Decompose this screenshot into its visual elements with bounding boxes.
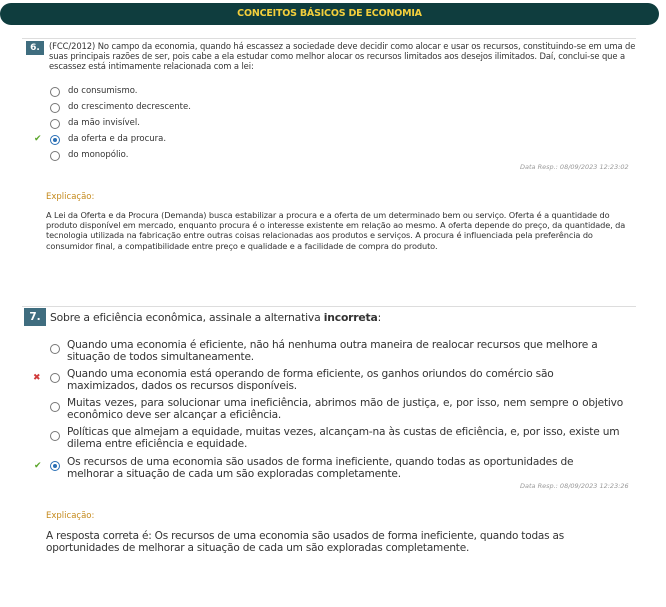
check-icon: ✔ bbox=[34, 461, 42, 471]
question-7-option-1[interactable] bbox=[50, 339, 623, 363]
radio-button[interactable] bbox=[50, 373, 60, 383]
radio-button[interactable] bbox=[50, 344, 60, 354]
radio-button[interactable] bbox=[50, 431, 60, 441]
question-6-option-4[interactable] bbox=[50, 134, 166, 145]
question-6-divider bbox=[22, 38, 636, 39]
question-6-option-1[interactable] bbox=[50, 86, 137, 97]
radio-button[interactable] bbox=[50, 87, 60, 97]
question-7-divider bbox=[22, 306, 636, 307]
question-7-option-5[interactable] bbox=[50, 456, 623, 480]
explanation-text: A Lei da Oferta e da Procura (Demanda) busca estabilizar a procura e a oferta de um determinado bem ou serviço. Oferta é a quantidade do produto disponível em mercado, enquanto procura é o interesse existente em relação ao mesmo. A oferta depende do preço, da quantidade, da tecnologia utilizada na fabricação entre outras coisas relacionadas aos produtos e serviços. A procura é influenciada pela preferência do consumidor final, a compatibilidade entre preço e qualidade e a facilidade de compra do produto. bbox=[46, 210, 626, 251]
radio-button-selected[interactable] bbox=[50, 461, 60, 471]
option-label: Quando uma economia é eficiente, não há nenhuma outra maneira de realocar recursos que melhore a situação de todos simultaneamente. bbox=[67, 339, 598, 363]
question-7-option-4[interactable] bbox=[50, 426, 623, 450]
question-6-option-5[interactable] bbox=[50, 150, 128, 161]
page-title: CONCEITOS BÁSICOS DE ECONOMIA bbox=[237, 8, 422, 19]
radio-button[interactable] bbox=[50, 103, 60, 113]
radio-button-selected[interactable] bbox=[50, 135, 60, 145]
page-header bbox=[0, 3, 659, 25]
answer-date: Data Resp.: 08/09/2023 12:23:26 bbox=[520, 482, 629, 490]
question-6-option-3[interactable] bbox=[50, 118, 140, 129]
question-7-text bbox=[50, 311, 630, 324]
radio-button[interactable] bbox=[50, 151, 60, 161]
answer-date: Data Resp.: 08/09/2023 12:23:02 bbox=[520, 163, 629, 171]
question-6-option-2[interactable] bbox=[50, 102, 191, 113]
option-label: Quando uma economia está operando de forma eficiente, os ganhos oriundos do comércio são maximizados, dados os recursos disponíveis. bbox=[67, 368, 554, 392]
question-7-number: 7. bbox=[24, 308, 46, 326]
explanation-title: Explicação: bbox=[46, 511, 95, 521]
x-icon: ✖ bbox=[33, 373, 41, 383]
explanation-title: Explicação: bbox=[46, 192, 95, 202]
check-icon: ✔ bbox=[34, 134, 42, 144]
question-6-number: 6. bbox=[26, 41, 44, 55]
option-label: do crescimento decrescente. bbox=[68, 102, 191, 112]
question-7-option-2[interactable] bbox=[50, 368, 623, 392]
option-label: do monopólio. bbox=[68, 150, 129, 160]
explanation-text: A resposta correta é: Os recursos de uma economia são usados de forma ineficiente, quando todas as oportunidades de melhorar a situação de cada um são exploradas completamente. bbox=[46, 530, 565, 554]
option-label: do consumismo. bbox=[68, 86, 138, 96]
option-label: Políticas que almejam a equidade, muitas vezes, alcançam-na às custas de eficiência, e, por isso, existe um dilema entre eficiência e equidade. bbox=[67, 426, 620, 450]
radio-button[interactable] bbox=[50, 402, 60, 412]
question-text-part: Sobre a eficiência econômica, assinale a alternativa bbox=[50, 311, 324, 324]
radio-button[interactable] bbox=[50, 119, 60, 129]
question-text-emphasis: incorreta bbox=[323, 311, 378, 324]
option-label: da oferta e da procura. bbox=[68, 134, 167, 144]
question-text-part: : bbox=[377, 311, 382, 324]
option-label: da mão invisível. bbox=[68, 118, 140, 128]
option-label: Muitas vezes, para solucionar uma ineficiência, abrimos mão de justiça, e, por isso, nem sempre o objetivo econômico deve ser alcançar a eficiência. bbox=[67, 397, 623, 421]
question-7-option-3[interactable] bbox=[50, 397, 623, 421]
option-label: Os recursos de uma economia são usados de forma ineficiente, quando todas as oportunidades de melhorar a situação de cada um são exploradas completamente. bbox=[67, 456, 574, 480]
question-6-text: (FCC/2012) No campo da economia, quando há escassez a sociedade deve decidir como alocar e usar os recursos, constituindo-se em uma de suas principais razões de ser, pois cabe a ela estudar como melhor alocar os recursos limitados aos desejos ilimitados. Daí, conclui-se que a escassez está intimamente relacionada com a lei: bbox=[49, 41, 636, 71]
